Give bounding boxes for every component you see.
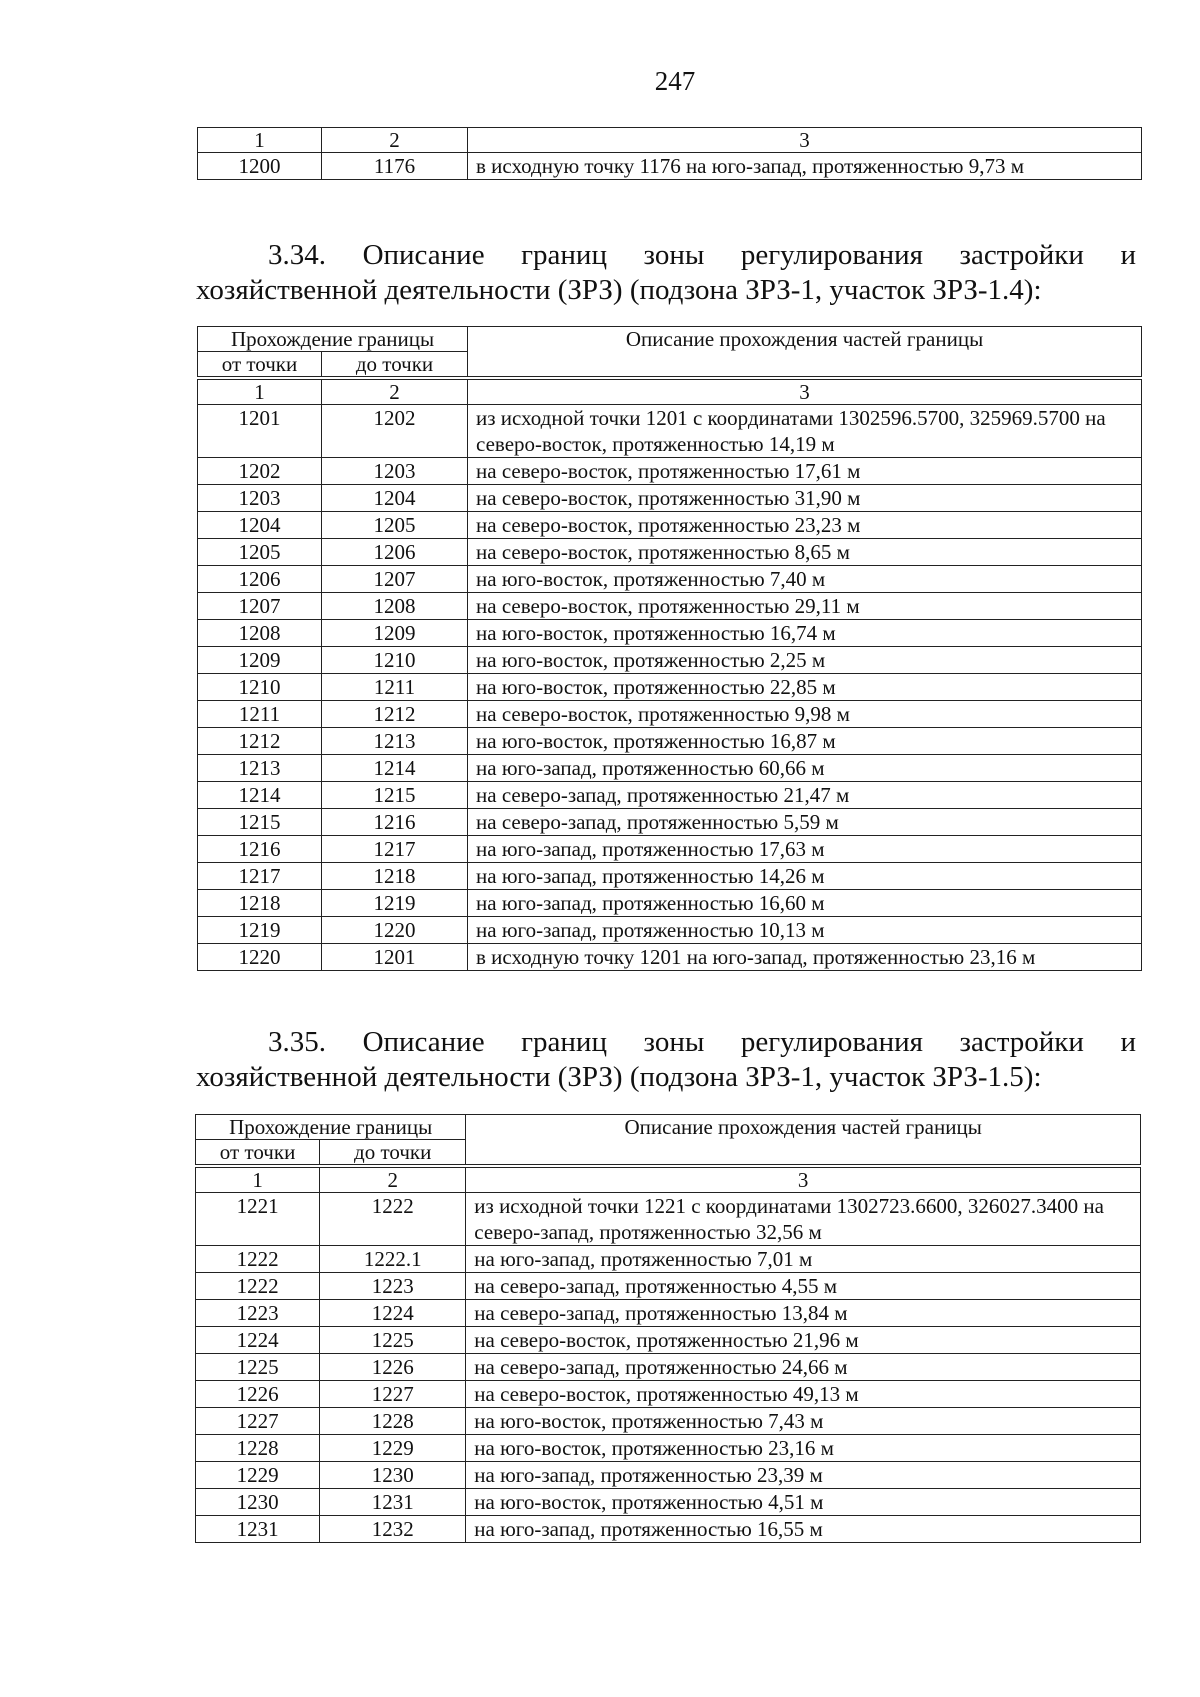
table-row [198,153,1142,180]
description-cell: на северо-восток, протяженностью 31,90 м [468,485,1142,512]
description-cell: на северо-восток, протяженностью 49,13 м [466,1381,1141,1408]
from-point-cell: 1225 [196,1354,320,1381]
table-row [198,917,1142,944]
table-row [198,755,1142,782]
from-point-cell: 1231 [196,1516,320,1543]
table-row [198,539,1142,566]
table-row [198,405,1142,458]
description-cell: на юго-восток, протяженностью 7,43 м [466,1408,1141,1435]
to-point-cell: 1208 [322,593,468,620]
to-point-cell: 1213 [322,728,468,755]
table-row [198,890,1142,917]
from-point-cell: 1227 [196,1408,320,1435]
description-cell: на северо-запад, протяженностью 4,55 м [466,1273,1141,1300]
from-point-cell: 1219 [198,917,322,944]
description-cell: на юго-запад, протяженностью 14,26 м [468,863,1142,890]
from-point-cell: 1226 [196,1381,320,1408]
from-point-header: от точки [196,1140,320,1167]
description-cell: на северо-восток, протяженностью 21,96 м [466,1327,1141,1354]
from-point-cell: 1205 [198,539,322,566]
table-row [196,1381,1141,1408]
table-row [196,1516,1141,1543]
to-point-cell: 1209 [322,620,468,647]
description-cell: на северо-запад, протяженностью 21,47 м [468,782,1142,809]
description-cell: на северо-восток, протяженностью 17,61 м [468,458,1142,485]
continuation-table [197,127,1142,180]
table-row [198,620,1142,647]
from-point-cell: 1208 [198,620,322,647]
from-point-cell: 1215 [198,809,322,836]
to-point-cell: 1218 [322,863,468,890]
from-point-cell: 1203 [198,485,322,512]
column-number: 3 [468,128,1142,153]
description-cell: на юго-запад, протяженностью 7,01 м [466,1246,1141,1273]
description-cell: на юго-восток, протяженностью 16,74 м [468,620,1142,647]
column-number: 1 [198,378,322,405]
table-row [198,458,1142,485]
description-cell: на юго-запад, протяженностью 60,66 м [468,755,1142,782]
from-point-cell: 1222 [196,1246,320,1273]
column-number: 1 [196,1166,320,1193]
description-cell: на юго-запад, протяженностью 16,55 м [466,1516,1141,1543]
column-number: 3 [466,1166,1141,1193]
table-row [198,944,1142,971]
to-point-cell: 1229 [320,1435,466,1462]
to-point-cell: 1176 [322,153,468,180]
from-point-cell: 1222 [196,1273,320,1300]
description-cell: на юго-восток, протяженностью 2,25 м [468,647,1142,674]
description-cell: на северо-восток, протяженностью 23,23 м [468,512,1142,539]
to-point-cell: 1202 [322,405,468,458]
description-cell: на северо-запад, протяженностью 13,84 м [466,1300,1141,1327]
description-cell: на юго-запад, протяженностью 16,60 м [468,890,1142,917]
description-cell: на юго-запад, протяженностью 10,13 м [468,917,1142,944]
column-number-row [198,378,1142,405]
description-cell: на северо-запад, протяженностью 5,59 м [468,809,1142,836]
from-point-cell: 1200 [198,153,322,180]
table-row [196,1327,1141,1354]
to-point-cell: 1231 [320,1489,466,1516]
to-point-cell: 1201 [322,944,468,971]
from-point-cell: 1223 [196,1300,320,1327]
description-cell: на северо-восток, протяженностью 9,98 м [468,701,1142,728]
to-point-cell: 1207 [322,566,468,593]
table-row [198,701,1142,728]
from-point-cell: 1220 [198,944,322,971]
description-cell: на юго-восток, протяженностью 16,87 м [468,728,1142,755]
to-point-cell: 1206 [322,539,468,566]
to-point-cell: 1228 [320,1408,466,1435]
to-point-cell: 1203 [322,458,468,485]
to-point-cell: 1205 [322,512,468,539]
from-point-cell: 1228 [196,1435,320,1462]
to-point-cell: 1227 [320,1381,466,1408]
column-number: 3 [468,378,1142,405]
to-point-cell: 1212 [322,701,468,728]
from-point-cell: 1204 [198,512,322,539]
table-row [196,1489,1141,1516]
table-row [198,674,1142,701]
boundary-table-3-35 [195,1114,1141,1543]
description-header: Описание прохождения частей границы [466,1115,1141,1167]
to-point-cell: 1225 [320,1327,466,1354]
description-cell: на юго-восток, протяженностью 22,85 м [468,674,1142,701]
description-cell: в исходную точку 1176 на юго-запад, протяженностью 9,73 м [468,153,1142,180]
from-point-cell: 1221 [196,1193,320,1246]
table-row [198,512,1142,539]
to-point-cell: 1216 [322,809,468,836]
table-row [198,782,1142,809]
continuation-table-body [198,128,1142,180]
to-point-header: до точки [322,352,468,379]
from-point-cell: 1216 [198,836,322,863]
table-row [198,836,1142,863]
description-cell: из исходной точки 1221 с координатами 1302723.6600, 326027.3400 на северо-запад, протяженностью 32,56 м [466,1193,1141,1246]
table-row [198,728,1142,755]
to-point-cell: 1222.1 [320,1246,466,1273]
column-number-row [196,1166,1141,1193]
from-point-cell: 1218 [198,890,322,917]
table-header-row [198,327,1142,352]
to-point-cell: 1204 [322,485,468,512]
description-header: Описание прохождения частей границы [468,327,1142,379]
to-point-cell: 1211 [322,674,468,701]
table-row [198,566,1142,593]
description-cell: на северо-восток, протяженностью 29,11 м [468,593,1142,620]
to-point-header: до точки [320,1140,466,1167]
column-number: 2 [322,378,468,405]
description-cell: на юго-запад, протяженностью 17,63 м [468,836,1142,863]
to-point-cell: 1220 [322,917,468,944]
from-point-cell: 1209 [198,647,322,674]
from-point-cell: 1207 [198,593,322,620]
table-row [196,1300,1141,1327]
table-row [196,1246,1141,1273]
passage-header: Прохождение границы [196,1115,466,1140]
passage-header: Прохождение границы [198,327,468,352]
from-point-cell: 1217 [198,863,322,890]
to-point-cell: 1219 [322,890,468,917]
description-cell: на северо-восток, протяженностью 8,65 м [468,539,1142,566]
column-number-row [198,128,1142,153]
to-point-cell: 1210 [322,647,468,674]
to-point-cell: 1226 [320,1354,466,1381]
from-point-cell: 1224 [196,1327,320,1354]
to-point-cell: 1214 [322,755,468,782]
table-row [198,647,1142,674]
section-heading-3-34: 3.34. Описание границ зоны регулирования застройки и хозяйственной деятельности (ЗРЗ) (подзона ЗРЗ-1, участок ЗРЗ-1.4): [196,239,1136,306]
column-number: 2 [320,1166,466,1193]
table-row [196,1273,1141,1300]
description-cell: на юго-восток, протяженностью 4,51 м [466,1489,1141,1516]
to-point-cell: 1224 [320,1300,466,1327]
to-point-cell: 1230 [320,1462,466,1489]
table-row [196,1435,1141,1462]
description-cell: в исходную точку 1201 на юго-запад, протяженностью 23,16 м [468,944,1142,971]
table-row [196,1193,1141,1246]
from-point-cell: 1202 [198,458,322,485]
to-point-cell: 1232 [320,1516,466,1543]
boundary-table-body [198,327,1142,971]
boundary-table-body [196,1115,1141,1543]
from-point-cell: 1229 [196,1462,320,1489]
table-row [198,593,1142,620]
description-cell: на юго-восток, протяженностью 7,40 м [468,566,1142,593]
table-row [196,1408,1141,1435]
from-point-cell: 1230 [196,1489,320,1516]
table-row [198,863,1142,890]
from-point-cell: 1214 [198,782,322,809]
column-number: 1 [198,128,322,153]
page-number: 247 [654,66,696,96]
section-heading-3-35: 3.35. Описание границ зоны регулирования застройки и хозяйственной деятельности (ЗРЗ) (подзона ЗРЗ-1, участок ЗРЗ-1.5): [196,1026,1136,1093]
from-point-header: от точки [198,352,322,379]
table-row [196,1462,1141,1489]
description-cell: на юго-восток, протяженностью 23,16 м [466,1435,1141,1462]
column-number: 2 [322,128,468,153]
description-cell: на северо-запад, протяженностью 24,66 м [466,1354,1141,1381]
from-point-cell: 1213 [198,755,322,782]
to-point-cell: 1215 [322,782,468,809]
table-row [196,1354,1141,1381]
to-point-cell: 1217 [322,836,468,863]
from-point-cell: 1212 [198,728,322,755]
table-row [198,485,1142,512]
to-point-cell: 1223 [320,1273,466,1300]
description-cell: на юго-запад, протяженностью 23,39 м [466,1462,1141,1489]
table-header-row [196,1115,1141,1140]
to-point-cell: 1222 [320,1193,466,1246]
description-cell: из исходной точки 1201 с координатами 1302596.5700, 325969.5700 на северо-восток, протяженностью 14,19 м [468,405,1142,458]
boundary-table-3-34 [197,326,1142,971]
from-point-cell: 1206 [198,566,322,593]
table-row [198,809,1142,836]
from-point-cell: 1211 [198,701,322,728]
from-point-cell: 1201 [198,405,322,458]
from-point-cell: 1210 [198,674,322,701]
